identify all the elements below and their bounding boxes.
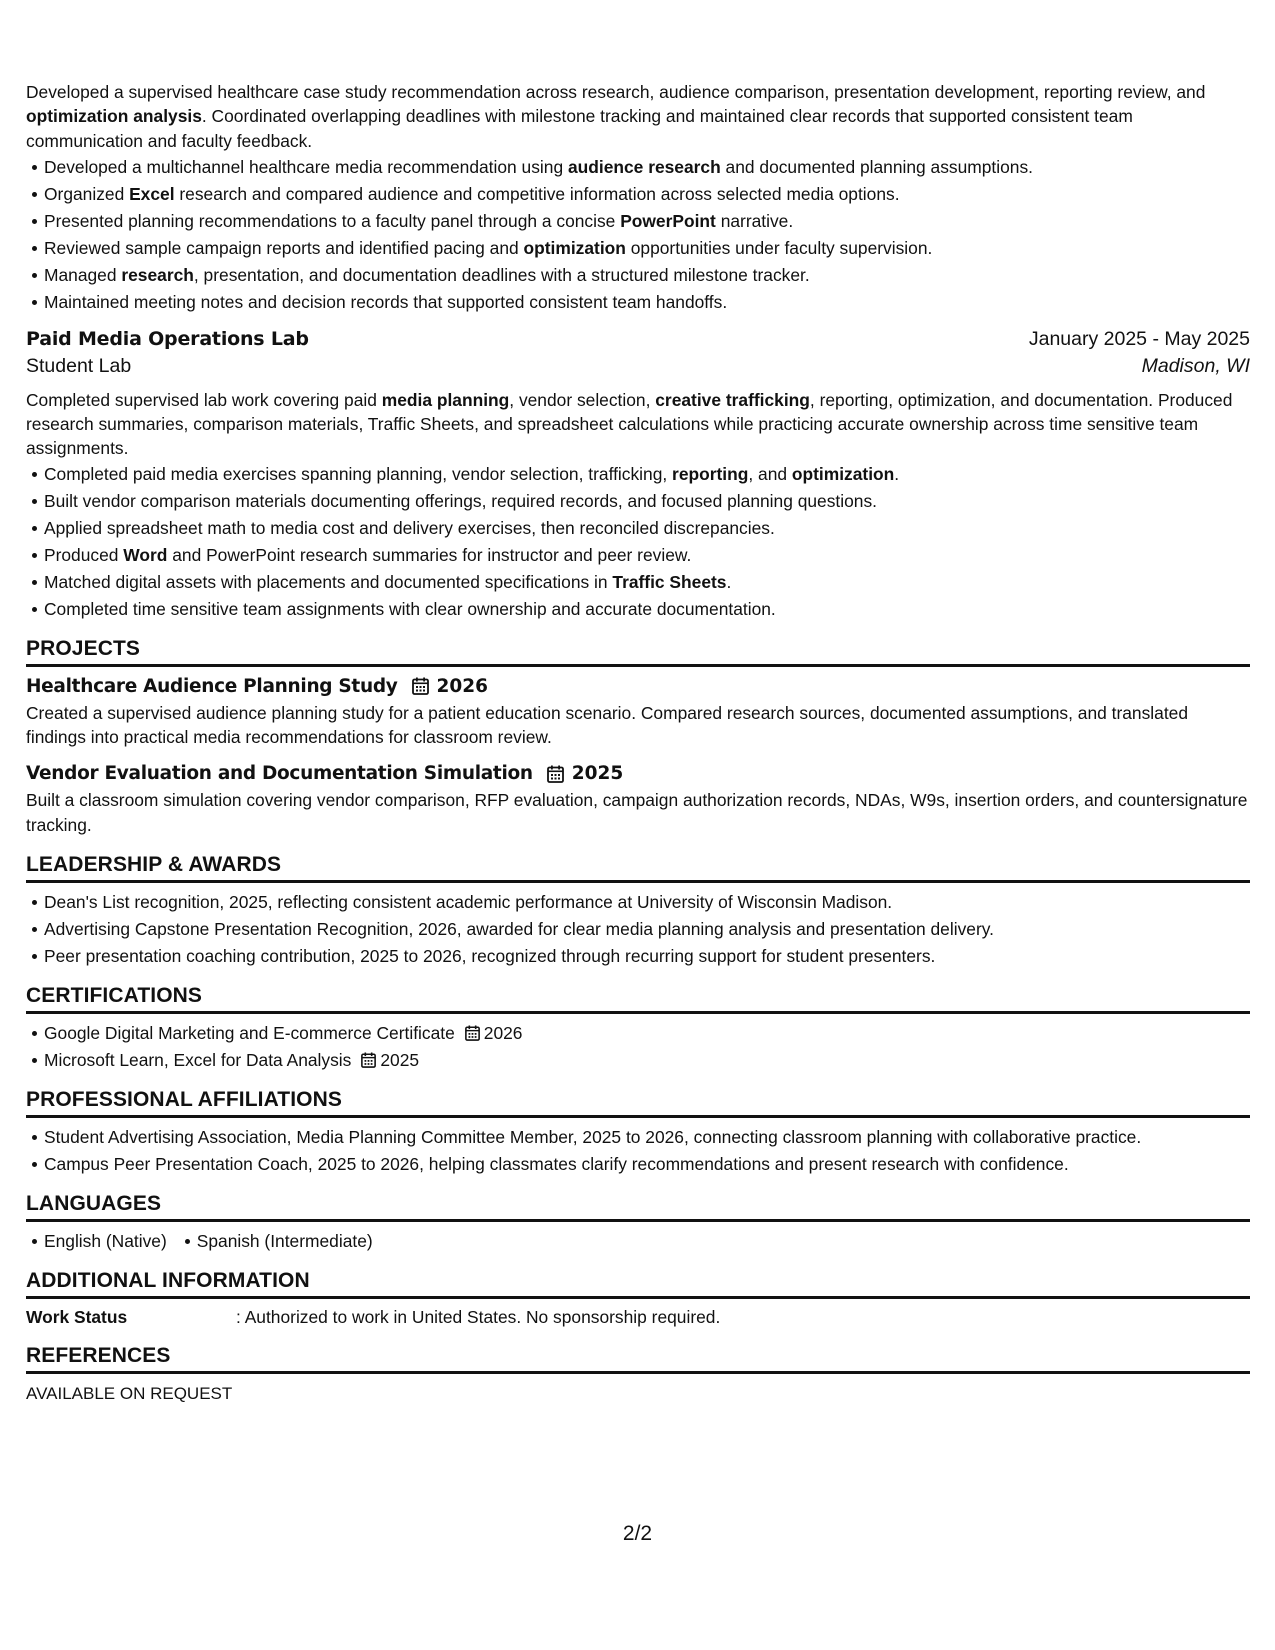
list-item: Campus Peer Presentation Coach, 2025 to 2026, helping classmates clarify recommendations and present research with confidence.: [44, 1151, 1250, 1178]
certification-name: Microsoft Learn, Excel for Data Analysis: [44, 1049, 352, 1070]
entry-bullets: [26, 461, 1250, 623]
project-year: 2026: [436, 675, 489, 697]
list-item: Matched digital assets with placements and documented specifications in Traffic Sheets.: [44, 569, 1250, 596]
work-status-value: : Authorized to work in United States. No sponsorship required.: [236, 1306, 721, 1327]
calendar-icon: [361, 1052, 376, 1068]
entry-description: Completed supervised lab work covering paid media planning, vendor selection, creative trafficking, reporting, optimization, and documentation. Produced research summaries, comparison materials, Traffic Sheets, and spreadsheet calculations while practicing accurate ownership across time sensitive team assignments.: [26, 389, 1233, 459]
page-number: 2/2: [622, 1522, 653, 1545]
calendar-icon: [412, 677, 429, 695]
list-item: Completed time sensitive team assignments with clear ownership and accurate documentation.: [44, 596, 1250, 623]
section-heading: LANGUAGES: [26, 1192, 1250, 1222]
list-item: Advertising Capstone Presentation Recognition, 2026, awarded for clear media planning analysis and presentation delivery.: [44, 916, 1250, 943]
languages-list: [26, 1228, 1250, 1255]
list-item: Developed a multichannel healthcare media recommendation using audience research and documented planning assumptions.: [44, 154, 1250, 181]
project-title: Healthcare Audience Planning Study: [26, 675, 398, 697]
list-item: Spanish (Intermediate): [197, 1228, 373, 1255]
project-header: [26, 763, 1250, 784]
list-item: Built vendor comparison materials documenting offerings, required records, and focused planning questions.: [44, 488, 1250, 515]
section-heading: ADDITIONAL INFORMATION: [26, 1269, 1250, 1299]
list-item: Student Advertising Association, Media Planning Committee Member, 2025 to 2026, connecting classroom planning with collaborative practice.: [44, 1124, 1250, 1151]
section-languages: [26, 1192, 1250, 1255]
list-item: Organized Excel research and compared audience and competitive information across selected media options.: [44, 181, 1250, 208]
certification-name: Google Digital Marketing and E-commerce Certificate: [44, 1022, 455, 1043]
leadership-list: [26, 889, 1250, 970]
entry-title: Paid Media Operations Lab: [26, 327, 309, 350]
list-item: English (Native): [44, 1228, 167, 1255]
list-item: Dean's List recognition, 2025, reflecting consistent academic performance at University of Wisconsin Madison.: [44, 889, 1250, 916]
project-title: Vendor Evaluation and Documentation Simulation: [26, 763, 533, 785]
section-references: [26, 1344, 1250, 1404]
list-item: Produced Word and PowerPoint research summaries for instructor and peer review.: [44, 542, 1250, 569]
section-heading: LEADERSHIP & AWARDS: [26, 853, 1250, 883]
section-additional-information: [26, 1269, 1250, 1328]
section-heading: REFERENCES: [26, 1344, 1250, 1374]
section-heading: PROJECTS: [26, 637, 1250, 667]
experience-entry-lab: [26, 328, 1250, 623]
section-certifications: [26, 984, 1250, 1074]
references-text: AVAILABLE ON REQUEST: [26, 1383, 233, 1403]
list-item: Completed paid media exercises spanning planning, vendor selection, trafficking, reporting, and optimization.: [44, 461, 1250, 488]
list-item: [44, 1047, 1250, 1074]
list-item: Presented planning recommendations to a faculty panel through a concise PowerPoint narrative.: [44, 208, 1250, 235]
certification-year: 2026: [483, 1022, 523, 1043]
list-item: Reviewed sample campaign reports and identified pacing and optimization opportunities under faculty supervision.: [44, 235, 1250, 262]
project-description: Built a classroom simulation covering vendor comparison, RFP evaluation, campaign authorization records, NDAs, W9s, insertion orders, and countersignature tracking.: [26, 790, 1248, 835]
resume-page-2: [26, 80, 1250, 1404]
entry-dates: January 2025 - May 2025: [1028, 327, 1250, 350]
list-item: Maintained meeting notes and decision records that supported consistent team handoffs.: [44, 289, 1250, 316]
calendar-icon: [547, 765, 564, 783]
text-segment: . Coordinated overlapping deadlines with milestone tracking and maintained clear records that supported consistent team communication and faculty feedback.: [26, 106, 1133, 151]
section-affiliations: [26, 1088, 1250, 1178]
experience-bullets: [26, 154, 1250, 316]
list-item: Applied spreadsheet math to media cost and delivery exercises, then reconciled discrepancies.: [44, 515, 1250, 542]
list-item: Managed research, presentation, and documentation deadlines with a structured milestone tracker.: [44, 262, 1250, 289]
project-header: [26, 676, 1250, 697]
section-heading: PROFESSIONAL AFFILIATIONS: [26, 1088, 1250, 1118]
project-description: Created a supervised audience planning study for a patient education scenario. Compared research sources, documented assumptions, and translated findings into practical media recommendations for classroom review.: [26, 702, 1189, 748]
bold-keyword: optimization analysis: [26, 106, 202, 127]
certification-year: 2025: [380, 1049, 420, 1070]
list-item: [44, 1020, 1250, 1047]
text-segment: Developed a supervised healthcare case study recommendation across research, audience comparison, presentation development, reporting review, and: [26, 82, 1206, 102]
work-status-row: [26, 1307, 1250, 1328]
section-heading: CERTIFICATIONS: [26, 984, 1250, 1014]
experience-summary: [26, 80, 1250, 153]
list-item: Peer presentation coaching contribution, 2025 to 2026, recognized through recurring support for student presenters.: [44, 943, 1250, 970]
certifications-list: [26, 1020, 1250, 1074]
entry-organization: Student Lab: [26, 354, 132, 377]
section-leadership: [26, 853, 1250, 970]
section-projects: [26, 637, 1250, 837]
affiliations-list: [26, 1124, 1250, 1178]
entry-location: Madison, WI: [1141, 354, 1250, 377]
project-year: 2025: [571, 763, 624, 785]
calendar-icon: [465, 1025, 480, 1041]
work-status-label: Work Status: [26, 1306, 128, 1327]
